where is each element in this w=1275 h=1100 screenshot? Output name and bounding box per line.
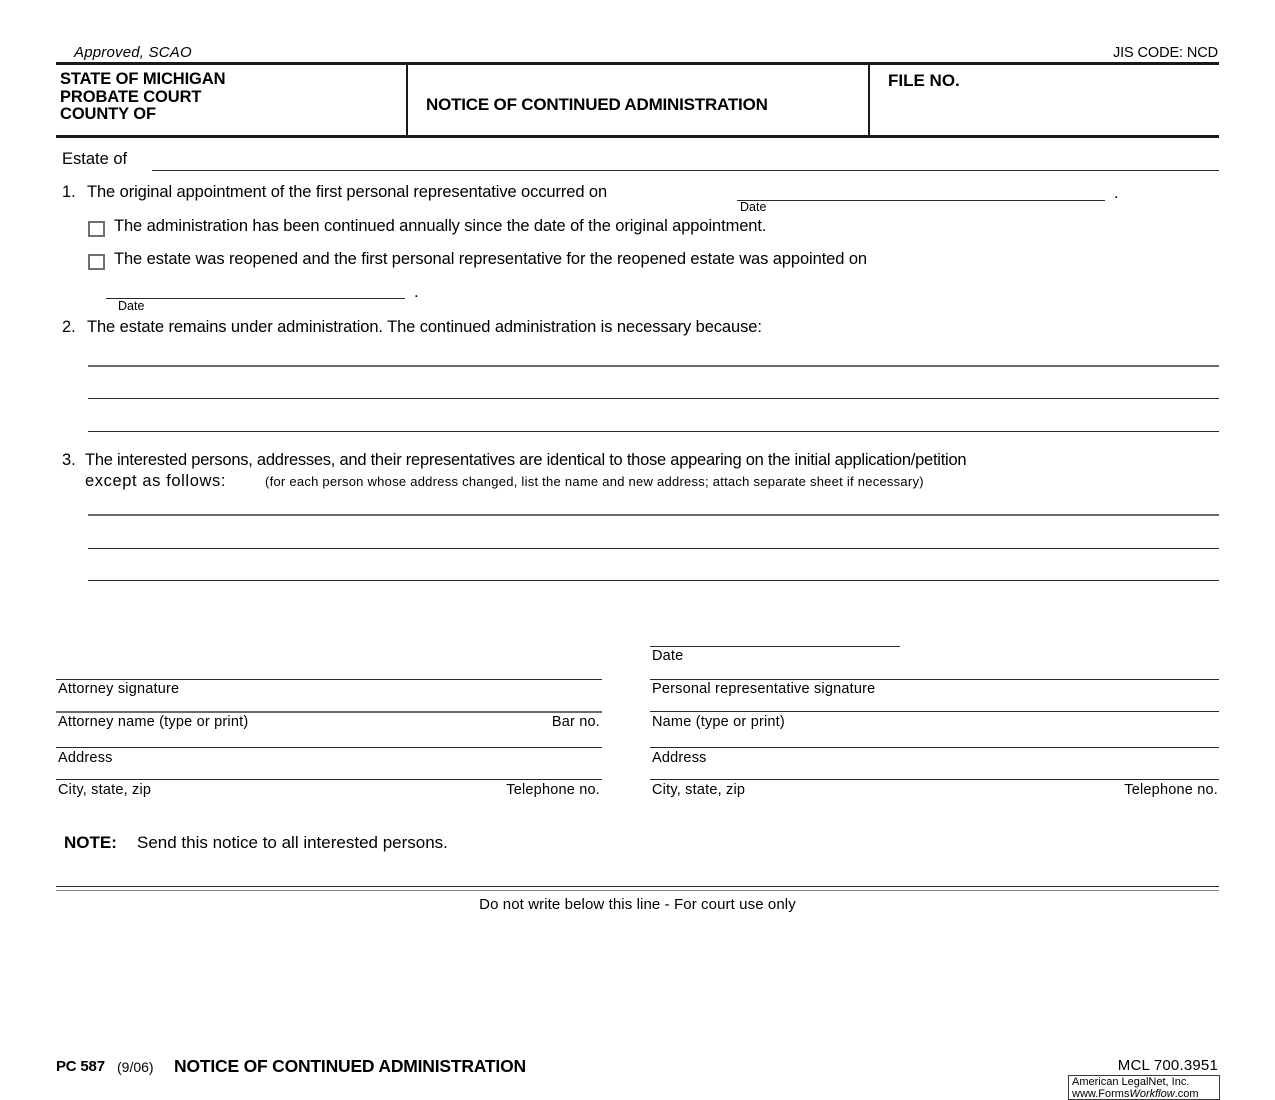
item-3-write-line-1[interactable] — [88, 514, 1219, 516]
checkbox-estate-reopened[interactable] — [88, 254, 105, 270]
item-1-date-input-line[interactable] — [737, 200, 1105, 201]
pr-address-label: Address — [652, 750, 707, 766]
court-use-only-text: Do not write below this line - For court use only — [479, 896, 796, 913]
footer-mcl-citation: MCL 700.3951 — [1117, 1057, 1218, 1074]
court-use-divider-top — [56, 886, 1219, 887]
item-3-write-line-2[interactable] — [88, 548, 1219, 549]
item-2-write-line-3[interactable] — [88, 431, 1219, 432]
form-title: NOTICE OF CONTINUED ADMINISTRATION — [426, 95, 768, 114]
pr-date-label: Date — [652, 648, 684, 664]
pr-name-line[interactable] — [650, 711, 1219, 712]
vendor-website-post: .com — [1174, 1087, 1199, 1100]
attorney-bar-no-label: Bar no. — [551, 714, 600, 730]
checkbox-estate-reopened-period: . — [414, 283, 419, 301]
pr-signature-line[interactable] — [650, 679, 1219, 680]
attorney-signature-label: Attorney signature — [58, 681, 180, 697]
item-2-number: 2. — [62, 318, 76, 336]
item-2-text: The estate remains under administration. The continued administration is necessary because: — [87, 318, 762, 336]
pr-date-line[interactable] — [650, 646, 900, 647]
vendor-website — [1072, 1089, 1216, 1100]
attorney-city-line[interactable] — [56, 779, 602, 780]
estate-of-input-line[interactable] — [152, 170, 1219, 171]
attorney-city-label: City, state, zip — [58, 782, 152, 798]
court-line: PROBATE COURT — [60, 87, 202, 106]
footer-form-title: NOTICE OF CONTINUED ADMINISTRATION — [174, 1056, 526, 1076]
county-line: COUNTY OF — [60, 105, 156, 123]
pr-address-line[interactable] — [650, 747, 1219, 748]
checkbox-administration-continued[interactable] — [88, 221, 105, 237]
header-divider-left — [406, 65, 408, 135]
checkbox-administration-continued-label: The administration has been continued annually since the date of the original appointment. — [114, 217, 767, 235]
attorney-signature-line[interactable] — [56, 679, 602, 680]
attorney-address-label: Address — [58, 750, 113, 766]
item-3-parenthetical: (for each person whose address changed, list the name and new address; attach separate sheet if necessary) — [265, 474, 924, 489]
pr-city-line[interactable] — [650, 779, 1219, 780]
item-3-number: 3. — [62, 451, 76, 469]
pr-name-label: Name (type or print) — [652, 714, 785, 730]
court-use-divider-bottom — [56, 890, 1219, 891]
attorney-name-line[interactable] — [56, 711, 602, 713]
state-line: STATE OF MICHIGAN — [60, 70, 226, 88]
item-3-text-line-2: except as follows: — [85, 472, 227, 490]
jis-code-label: JIS CODE: NCD — [1112, 45, 1218, 61]
footer-form-code: PC 587 — [56, 1058, 105, 1075]
vendor-stamp — [1068, 1075, 1220, 1100]
attorney-name-label: Attorney name (type or print) — [58, 714, 249, 730]
item-1-text: The original appointment of the first personal representative occurred on — [87, 183, 608, 201]
attorney-address-line[interactable] — [56, 747, 602, 748]
item-2-write-line-2[interactable] — [88, 398, 1219, 399]
file-no-label: FILE NO. — [888, 71, 960, 90]
pr-signature-label: Personal representative signature — [652, 681, 876, 697]
checkbox-estate-reopened-date-line[interactable] — [106, 298, 405, 299]
attorney-telephone-label: Telephone no. — [506, 782, 600, 798]
note-text: Send this notice to all interested persons. — [137, 833, 448, 852]
vendor-website-forms: Forms — [1098, 1087, 1130, 1100]
estate-of-label: Estate of — [62, 150, 128, 168]
header-divider-right — [868, 65, 870, 135]
item-1-period: . — [1114, 184, 1119, 202]
item-2-write-line-1[interactable] — [88, 365, 1219, 367]
checkbox-estate-reopened-date-label: Date — [118, 299, 145, 313]
pr-telephone-label: Telephone no. — [1124, 782, 1218, 798]
note-label: NOTE: — [64, 833, 117, 852]
footer-revision: (9/06) — [117, 1059, 154, 1075]
item-1-date-label: Date — [740, 200, 767, 214]
item-1-number: 1. — [62, 183, 76, 201]
vendor-company-name: American LegalNet, Inc. — [1072, 1076, 1190, 1088]
court-identification — [60, 71, 225, 124]
vendor-website-workflow: Workflow — [1129, 1087, 1175, 1100]
checkbox-estate-reopened-label: The estate was reopened and the first personal representative for the reopened estate was appointed on — [114, 250, 867, 268]
item-3-write-line-3[interactable] — [88, 580, 1219, 581]
pr-city-label: City, state, zip — [652, 782, 746, 798]
vendor-website-pre: www. — [1072, 1087, 1099, 1100]
approved-scao-label: Approved, SCAO — [74, 44, 192, 61]
form-header-table — [56, 62, 1219, 138]
item-3-text-line-1: The interested persons, addresses, and their representatives are identical to those appearing on the initial application/petition — [85, 451, 967, 469]
